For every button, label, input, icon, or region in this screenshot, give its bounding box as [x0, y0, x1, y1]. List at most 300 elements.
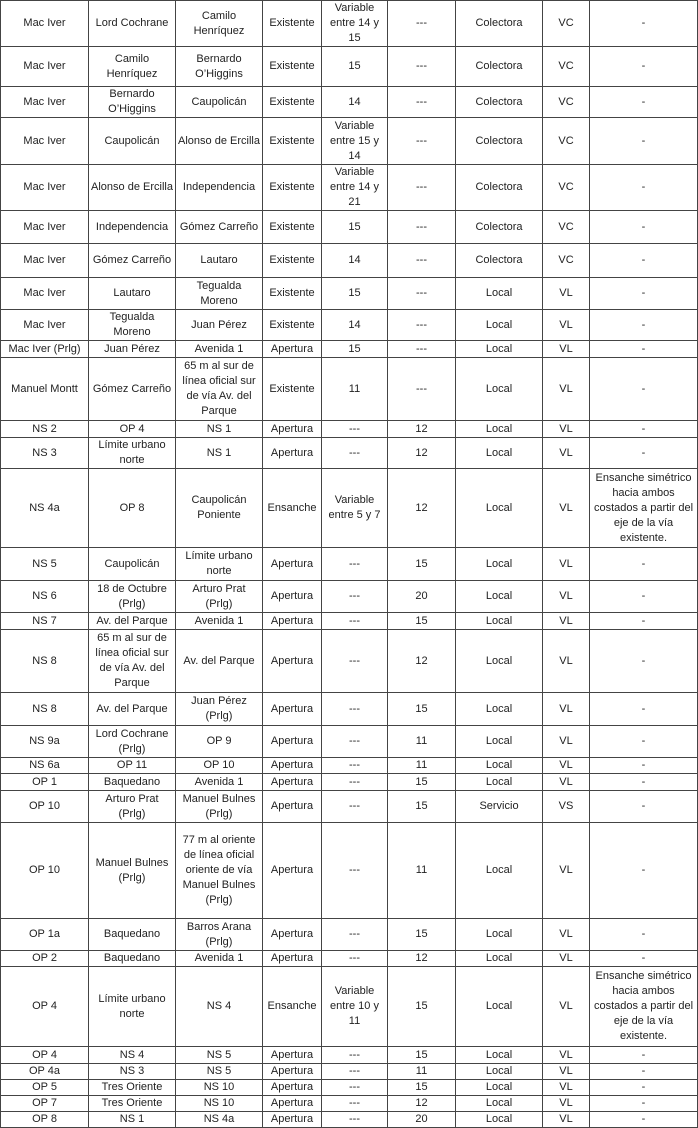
- cell-to: Independencia: [176, 165, 263, 211]
- cell-from: Arturo Prat (Prlg): [89, 791, 176, 823]
- cell-street: Mac Iver: [1, 1, 89, 47]
- cell-observation: -: [590, 951, 698, 967]
- cell-to: NS 4: [176, 967, 263, 1047]
- cell-category: Local: [456, 823, 543, 919]
- table-row: [1, 613, 698, 630]
- cell-observation: -: [590, 758, 698, 774]
- cell-existing-width: ---: [322, 758, 388, 774]
- cell-observation: -: [590, 1, 698, 47]
- table-row: [1, 791, 698, 823]
- cell-type: Apertura: [263, 1080, 322, 1096]
- cell-observation: -: [590, 548, 698, 581]
- cell-type: Existente: [263, 358, 322, 421]
- cell-observation: -: [590, 919, 698, 951]
- cell-observation: -: [590, 278, 698, 310]
- cell-from: Baquedano: [89, 951, 176, 967]
- cell-proposed-width: ---: [388, 165, 456, 211]
- cell-street: OP 5: [1, 1080, 89, 1096]
- cell-class: VL: [543, 421, 590, 438]
- cell-from: Av. del Parque: [89, 613, 176, 630]
- cell-proposed-width: 12: [388, 630, 456, 693]
- cell-street: NS 7: [1, 613, 89, 630]
- cell-from: Lautaro: [89, 278, 176, 310]
- cell-street: OP 7: [1, 1096, 89, 1112]
- cell-observation: -: [590, 87, 698, 118]
- cell-category: Local: [456, 774, 543, 791]
- cell-proposed-width: ---: [388, 211, 456, 244]
- cell-class: VL: [543, 919, 590, 951]
- cell-existing-width: Variable entre 14 y 15: [322, 1, 388, 47]
- cell-existing-width: 15: [322, 47, 388, 87]
- cell-street: OP 10: [1, 823, 89, 919]
- table-row: [1, 87, 698, 118]
- cell-from: Manuel Bulnes (Prlg): [89, 823, 176, 919]
- cell-to: Camilo Henríquez: [176, 1, 263, 47]
- cell-to: Av. del Parque: [176, 630, 263, 693]
- cell-from: Independencia: [89, 211, 176, 244]
- cell-observation: -: [590, 630, 698, 693]
- cell-category: Local: [456, 613, 543, 630]
- cell-to: Caupolicán: [176, 87, 263, 118]
- table-row: [1, 47, 698, 87]
- cell-category: Local: [456, 469, 543, 548]
- cell-existing-width: Variable entre 15 y 14: [322, 118, 388, 165]
- cell-type: Apertura: [263, 1112, 322, 1128]
- cell-street: NS 6: [1, 581, 89, 613]
- cell-street: NS 8: [1, 630, 89, 693]
- cell-street: NS 2: [1, 421, 89, 438]
- cell-proposed-width: 15: [388, 774, 456, 791]
- cell-class: VL: [543, 1080, 590, 1096]
- cell-from: Av. del Parque: [89, 693, 176, 726]
- cell-from: Tegualda Moreno: [89, 310, 176, 341]
- cell-to: Avenida 1: [176, 774, 263, 791]
- cell-proposed-width: ---: [388, 310, 456, 341]
- cell-type: Apertura: [263, 581, 322, 613]
- cell-class: VL: [543, 581, 590, 613]
- cell-existing-width: Variable entre 14 y 21: [322, 165, 388, 211]
- cell-observation: -: [590, 774, 698, 791]
- cell-street: Mac Iver: [1, 310, 89, 341]
- table-row: [1, 951, 698, 967]
- cell-street: NS 8: [1, 693, 89, 726]
- cell-proposed-width: 12: [388, 421, 456, 438]
- cell-category: Local: [456, 1096, 543, 1112]
- cell-proposed-width: 11: [388, 1064, 456, 1080]
- cell-from: Caupolicán: [89, 548, 176, 581]
- cell-type: Ensanche: [263, 469, 322, 548]
- cell-class: VL: [543, 967, 590, 1047]
- cell-type: Apertura: [263, 613, 322, 630]
- cell-existing-width: ---: [322, 693, 388, 726]
- cell-existing-width: ---: [322, 823, 388, 919]
- cell-category: Local: [456, 421, 543, 438]
- cell-existing-width: ---: [322, 1080, 388, 1096]
- cell-category: Colectora: [456, 211, 543, 244]
- cell-from: Bernardo O’Higgins: [89, 87, 176, 118]
- cell-to: Alonso de Ercilla: [176, 118, 263, 165]
- cell-category: Local: [456, 310, 543, 341]
- cell-to: Avenida 1: [176, 341, 263, 358]
- cell-category: Colectora: [456, 47, 543, 87]
- cell-category: Local: [456, 726, 543, 758]
- cell-class: VL: [543, 341, 590, 358]
- cell-type: Apertura: [263, 791, 322, 823]
- table-row: [1, 967, 698, 1047]
- cell-proposed-width: 11: [388, 726, 456, 758]
- cell-observation: -: [590, 581, 698, 613]
- cell-existing-width: ---: [322, 774, 388, 791]
- cell-class: VL: [543, 951, 590, 967]
- cell-proposed-width: 15: [388, 548, 456, 581]
- cell-observation: Ensanche simétrico hacia ambos costados a partir del eje de la vía existente.: [590, 967, 698, 1047]
- cell-class: VL: [543, 438, 590, 469]
- cell-street: OP 4: [1, 1047, 89, 1064]
- cell-existing-width: 14: [322, 244, 388, 278]
- cell-proposed-width: ---: [388, 358, 456, 421]
- cell-observation: -: [590, 823, 698, 919]
- cell-existing-width: 14: [322, 87, 388, 118]
- table-row: [1, 581, 698, 613]
- cell-type: Existente: [263, 278, 322, 310]
- cell-from: Límite urbano norte: [89, 438, 176, 469]
- table-row: [1, 726, 698, 758]
- cell-existing-width: ---: [322, 1096, 388, 1112]
- cell-proposed-width: ---: [388, 118, 456, 165]
- cell-to: Manuel Bulnes (Prlg): [176, 791, 263, 823]
- cell-proposed-width: 15: [388, 1047, 456, 1064]
- cell-class: VL: [543, 469, 590, 548]
- cell-class: VL: [543, 358, 590, 421]
- table-row: [1, 630, 698, 693]
- table-row: [1, 1096, 698, 1112]
- cell-existing-width: ---: [322, 919, 388, 951]
- table-row: [1, 469, 698, 548]
- cell-street: OP 4: [1, 967, 89, 1047]
- table-row: [1, 548, 698, 581]
- cell-class: VC: [543, 87, 590, 118]
- cell-from: Alonso de Ercilla: [89, 165, 176, 211]
- cell-class: VL: [543, 1112, 590, 1128]
- table-row: [1, 1064, 698, 1080]
- table-row: [1, 341, 698, 358]
- cell-from: Gómez Carreño: [89, 358, 176, 421]
- table-row: [1, 758, 698, 774]
- cell-to: Lautaro: [176, 244, 263, 278]
- cell-type: Apertura: [263, 421, 322, 438]
- cell-type: Existente: [263, 47, 322, 87]
- cell-to: NS 1: [176, 421, 263, 438]
- table-row: [1, 421, 698, 438]
- cell-existing-width: ---: [322, 1047, 388, 1064]
- cell-street: OP 2: [1, 951, 89, 967]
- cell-to: NS 5: [176, 1047, 263, 1064]
- cell-class: VL: [543, 1096, 590, 1112]
- cell-type: Apertura: [263, 693, 322, 726]
- cell-observation: -: [590, 726, 698, 758]
- cell-observation: -: [590, 693, 698, 726]
- cell-observation: -: [590, 47, 698, 87]
- cell-proposed-width: 12: [388, 438, 456, 469]
- cell-proposed-width: 11: [388, 758, 456, 774]
- cell-existing-width: ---: [322, 1112, 388, 1128]
- cell-category: Servicio: [456, 791, 543, 823]
- table-row: [1, 1080, 698, 1096]
- cell-street: Mac Iver (Prlg): [1, 341, 89, 358]
- cell-existing-width: ---: [322, 791, 388, 823]
- cell-street: Mac Iver: [1, 47, 89, 87]
- cell-street: Mac Iver: [1, 211, 89, 244]
- cell-proposed-width: 15: [388, 693, 456, 726]
- cell-street: Mac Iver: [1, 244, 89, 278]
- table-row: [1, 244, 698, 278]
- cell-type: Existente: [263, 118, 322, 165]
- cell-to: OP 9: [176, 726, 263, 758]
- cell-proposed-width: 20: [388, 581, 456, 613]
- cell-street: NS 6a: [1, 758, 89, 774]
- table-row: [1, 1047, 698, 1064]
- cell-type: Existente: [263, 244, 322, 278]
- table-row: [1, 438, 698, 469]
- cell-type: Existente: [263, 310, 322, 341]
- cell-from: Caupolicán: [89, 118, 176, 165]
- cell-category: Local: [456, 548, 543, 581]
- cell-existing-width: 11: [322, 358, 388, 421]
- cell-proposed-width: ---: [388, 87, 456, 118]
- cell-observation: Ensanche simétrico hacia ambos costados a partir del eje de la vía existente.: [590, 469, 698, 548]
- cell-to: Avenida 1: [176, 951, 263, 967]
- cell-category: Local: [456, 278, 543, 310]
- cell-proposed-width: ---: [388, 341, 456, 358]
- cell-existing-width: Variable entre 5 y 7: [322, 469, 388, 548]
- cell-to: Caupolicán Poniente: [176, 469, 263, 548]
- table-row: [1, 693, 698, 726]
- cell-existing-width: 15: [322, 341, 388, 358]
- cell-street: Mac Iver: [1, 278, 89, 310]
- cell-from: Lord Cochrane (Prlg): [89, 726, 176, 758]
- cell-type: Existente: [263, 1, 322, 47]
- cell-category: Local: [456, 951, 543, 967]
- cell-existing-width: 15: [322, 278, 388, 310]
- cell-from: Límite urbano norte: [89, 967, 176, 1047]
- cell-to: Límite urbano norte: [176, 548, 263, 581]
- cell-existing-width: ---: [322, 1064, 388, 1080]
- cell-street: Mac Iver: [1, 87, 89, 118]
- cell-type: Existente: [263, 87, 322, 118]
- cell-type: Apertura: [263, 341, 322, 358]
- cell-category: Colectora: [456, 118, 543, 165]
- cell-category: Colectora: [456, 1, 543, 47]
- table-row: [1, 1, 698, 47]
- cell-category: Local: [456, 1047, 543, 1064]
- cell-observation: -: [590, 165, 698, 211]
- table-row: [1, 358, 698, 421]
- cell-street: OP 10: [1, 791, 89, 823]
- cell-to: NS 5: [176, 1064, 263, 1080]
- cell-category: Local: [456, 967, 543, 1047]
- cell-from: Camilo Henríquez: [89, 47, 176, 87]
- cell-street: OP 1: [1, 774, 89, 791]
- cell-to: Avenida 1: [176, 613, 263, 630]
- cell-observation: -: [590, 118, 698, 165]
- cell-type: Apertura: [263, 823, 322, 919]
- cell-to: NS 1: [176, 438, 263, 469]
- cell-category: Colectora: [456, 165, 543, 211]
- cell-from: 65 m al sur de línea oficial sur de vía Av. del Parque: [89, 630, 176, 693]
- cell-from: OP 11: [89, 758, 176, 774]
- cell-class: VL: [543, 1064, 590, 1080]
- cell-existing-width: ---: [322, 581, 388, 613]
- cell-to: Barros Arana (Prlg): [176, 919, 263, 951]
- cell-type: Ensanche: [263, 967, 322, 1047]
- table-row: [1, 774, 698, 791]
- cell-to: OP 10: [176, 758, 263, 774]
- cell-from: OP 4: [89, 421, 176, 438]
- cell-category: Local: [456, 1112, 543, 1128]
- cell-existing-width: ---: [322, 438, 388, 469]
- cell-category: Local: [456, 358, 543, 421]
- cell-type: Apertura: [263, 774, 322, 791]
- cell-proposed-width: 12: [388, 469, 456, 548]
- cell-street: Mac Iver: [1, 165, 89, 211]
- cell-class: VC: [543, 118, 590, 165]
- cell-type: Apertura: [263, 548, 322, 581]
- cell-proposed-width: ---: [388, 244, 456, 278]
- cell-observation: -: [590, 1112, 698, 1128]
- cell-type: Apertura: [263, 758, 322, 774]
- cell-class: VC: [543, 1, 590, 47]
- cell-category: Local: [456, 758, 543, 774]
- cell-to: Bernardo O’Higgins: [176, 47, 263, 87]
- cell-to: NS 10: [176, 1096, 263, 1112]
- cell-street: Manuel Montt: [1, 358, 89, 421]
- cell-existing-width: ---: [322, 421, 388, 438]
- cell-street: NS 5: [1, 548, 89, 581]
- cell-category: Local: [456, 630, 543, 693]
- cell-to: Juan Pérez (Prlg): [176, 693, 263, 726]
- cell-from: Tres Oriente: [89, 1080, 176, 1096]
- cell-existing-width: ---: [322, 726, 388, 758]
- cell-category: Colectora: [456, 244, 543, 278]
- cell-observation: -: [590, 1064, 698, 1080]
- cell-class: VC: [543, 165, 590, 211]
- cell-class: VC: [543, 47, 590, 87]
- cell-type: Apertura: [263, 951, 322, 967]
- cell-from: NS 4: [89, 1047, 176, 1064]
- table-row: [1, 278, 698, 310]
- cell-street: OP 8: [1, 1112, 89, 1128]
- table-row: [1, 823, 698, 919]
- cell-proposed-width: ---: [388, 1, 456, 47]
- cell-to: 65 m al sur de línea oficial sur de vía Av. del Parque: [176, 358, 263, 421]
- cell-street: NS 3: [1, 438, 89, 469]
- cell-category: Local: [456, 1064, 543, 1080]
- cell-from: NS 1: [89, 1112, 176, 1128]
- table-row: [1, 118, 698, 165]
- cell-to: Juan Pérez: [176, 310, 263, 341]
- cell-existing-width: ---: [322, 951, 388, 967]
- cell-class: VL: [543, 630, 590, 693]
- cell-category: Local: [456, 1080, 543, 1096]
- table-body: [1, 1, 698, 1128]
- cell-to: Tegualda Moreno: [176, 278, 263, 310]
- cell-type: Apertura: [263, 1064, 322, 1080]
- cell-proposed-width: ---: [388, 47, 456, 87]
- cell-from: Lord Cochrane: [89, 1, 176, 47]
- cell-category: Local: [456, 693, 543, 726]
- cell-observation: -: [590, 310, 698, 341]
- cell-street: NS 9a: [1, 726, 89, 758]
- cell-type: Apertura: [263, 1047, 322, 1064]
- cell-class: VL: [543, 726, 590, 758]
- cell-type: Apertura: [263, 630, 322, 693]
- cell-class: VC: [543, 211, 590, 244]
- cell-type: Apertura: [263, 919, 322, 951]
- cell-observation: -: [590, 1096, 698, 1112]
- cell-proposed-width: 12: [388, 951, 456, 967]
- table-row: [1, 1112, 698, 1128]
- cell-class: VL: [543, 310, 590, 341]
- cell-class: VS: [543, 791, 590, 823]
- cell-observation: -: [590, 421, 698, 438]
- cell-type: Apertura: [263, 438, 322, 469]
- cell-proposed-width: 15: [388, 967, 456, 1047]
- cell-category: Local: [456, 438, 543, 469]
- table-row: [1, 310, 698, 341]
- cell-category: Local: [456, 341, 543, 358]
- cell-street: Mac Iver: [1, 118, 89, 165]
- cell-proposed-width: 11: [388, 823, 456, 919]
- cell-proposed-width: 12: [388, 1096, 456, 1112]
- cell-from: Tres Oriente: [89, 1096, 176, 1112]
- cell-to: Arturo Prat (Prlg): [176, 581, 263, 613]
- cell-class: VL: [543, 548, 590, 581]
- cell-class: VL: [543, 758, 590, 774]
- cell-from: 18 de Octubre (Prlg): [89, 581, 176, 613]
- cell-existing-width: Variable entre 10 y 11: [322, 967, 388, 1047]
- table-row: [1, 919, 698, 951]
- cell-category: Local: [456, 919, 543, 951]
- cell-from: NS 3: [89, 1064, 176, 1080]
- cell-proposed-width: 15: [388, 791, 456, 823]
- cell-observation: -: [590, 1080, 698, 1096]
- cell-type: Apertura: [263, 1096, 322, 1112]
- cell-street: OP 1a: [1, 919, 89, 951]
- cell-observation: -: [590, 613, 698, 630]
- cell-to: NS 4a: [176, 1112, 263, 1128]
- cell-to: NS 10: [176, 1080, 263, 1096]
- cell-observation: -: [590, 358, 698, 421]
- cell-street: OP 4a: [1, 1064, 89, 1080]
- cell-observation: -: [590, 438, 698, 469]
- cell-proposed-width: 15: [388, 919, 456, 951]
- cell-type: Existente: [263, 165, 322, 211]
- cell-proposed-width: 15: [388, 1080, 456, 1096]
- cell-category: Colectora: [456, 87, 543, 118]
- cell-proposed-width: 20: [388, 1112, 456, 1128]
- cell-from: Baquedano: [89, 774, 176, 791]
- cell-proposed-width: ---: [388, 278, 456, 310]
- cell-observation: -: [590, 1047, 698, 1064]
- cell-observation: -: [590, 791, 698, 823]
- cell-from: Baquedano: [89, 919, 176, 951]
- cell-observation: -: [590, 341, 698, 358]
- cell-existing-width: ---: [322, 548, 388, 581]
- cell-class: VL: [543, 1047, 590, 1064]
- cell-class: VL: [543, 774, 590, 791]
- cell-class: VL: [543, 278, 590, 310]
- cell-to: 77 m al oriente de línea oficial oriente de vía Manuel Bulnes (Prlg): [176, 823, 263, 919]
